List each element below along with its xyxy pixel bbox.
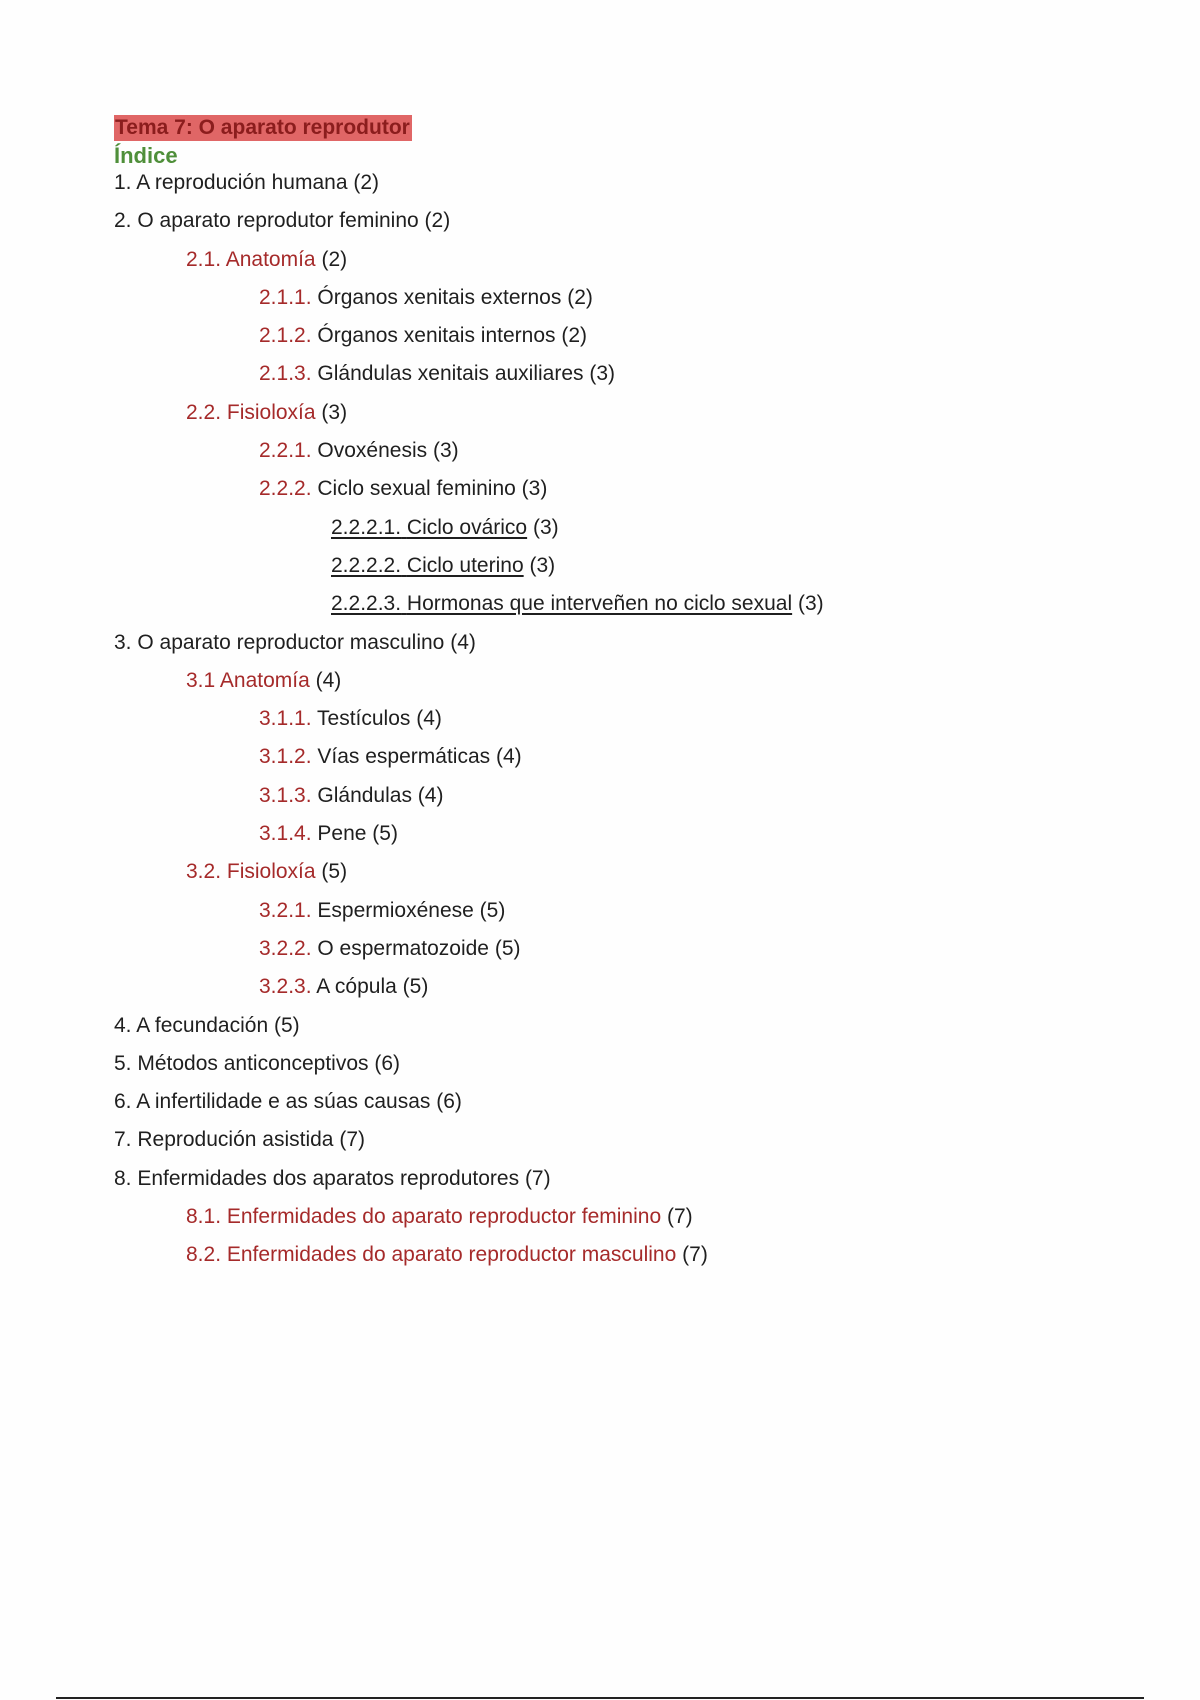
toc-entry[interactable] — [0, 439, 1200, 477]
toc-entry[interactable] — [0, 707, 1200, 745]
toc-entry-number: 2.2.1. — [259, 439, 312, 463]
toc-entry[interactable] — [0, 1205, 1200, 1243]
toc-entry-number: 7. — [114, 1128, 132, 1152]
toc-entry-number: 2.2.2.3. — [331, 592, 402, 616]
toc-entry[interactable] — [0, 1243, 1200, 1281]
toc-entry-number: 3.1.4. — [259, 822, 312, 846]
toc-entry-page: (3) — [321, 400, 348, 424]
toc-entry[interactable] — [0, 822, 1200, 860]
toc-entry[interactable] — [0, 745, 1200, 783]
toc-entry-number: 3.1.3. — [259, 783, 312, 807]
toc-entry-page: (7) — [666, 1205, 693, 1229]
toc-entry-number: 4. — [114, 1013, 132, 1037]
toc-entry-number: 3.1.2. — [259, 745, 312, 769]
document-title: Tema 7: O aparato reprodutor — [115, 116, 410, 139]
toc-entry-page: (3) — [797, 592, 824, 616]
toc-entry-number: 2.2.2.2. — [331, 553, 402, 577]
toc-entry-title: Órganos xenitais internos — [317, 324, 556, 348]
toc-entry-page: (5) — [402, 975, 429, 999]
toc-entry[interactable] — [0, 171, 1200, 209]
toc-entry[interactable] — [0, 286, 1200, 324]
toc-entry-page: (4) — [495, 745, 522, 769]
toc-entry[interactable] — [0, 669, 1200, 707]
toc-entry-title: Ovoxénesis — [317, 439, 428, 463]
toc-entry-page: (2) — [424, 209, 451, 233]
toc-entry-number: 3.1.1. — [259, 707, 312, 731]
index-heading: Índice — [114, 143, 178, 168]
footer-divider — [56, 1697, 1144, 1699]
toc-entry-link[interactable] — [331, 554, 524, 577]
toc-entry-link[interactable] — [331, 592, 792, 615]
toc-entry[interactable] — [0, 477, 1200, 515]
toc-entry-page: (7) — [524, 1166, 551, 1190]
toc-entry-page: (6) — [436, 1090, 462, 1114]
toc-entry[interactable] — [0, 324, 1200, 362]
toc-entry-title: Ciclo ovárico — [406, 515, 528, 539]
toc-entry-number: 5. — [114, 1051, 132, 1075]
toc-entry-page: (4) — [315, 668, 342, 692]
toc-entry-title: O aparato reproductor masculino — [137, 630, 445, 654]
toc-entry-page: (3) — [532, 515, 559, 539]
toc-entry[interactable] — [0, 209, 1200, 247]
toc-entry-title: Enfermidades do aparato reproductor feminino — [226, 1205, 662, 1229]
toc-entry-title: O aparato reprodutor feminino — [137, 209, 419, 233]
toc-entry-title: Fisioloxía — [226, 400, 316, 424]
table-of-contents — [0, 171, 1200, 1282]
toc-entry-page: (3) — [589, 362, 616, 386]
toc-entry-page: (5) — [321, 860, 348, 884]
toc-entry-title: Ciclo sexual feminino — [317, 477, 516, 501]
toc-entry[interactable] — [0, 401, 1200, 439]
toc-entry-title: Enfermidades dos aparatos reprodutores — [137, 1166, 520, 1190]
toc-entry-page: (4) — [450, 630, 476, 654]
toc-entry-page: (2) — [561, 324, 588, 348]
toc-entry-page: (7) — [682, 1243, 708, 1267]
toc-entry[interactable] — [0, 631, 1200, 669]
toc-entry-title: Anatomía — [219, 668, 310, 692]
toc-entry[interactable] — [0, 592, 1200, 630]
toc-entry-number: 3.1 — [186, 668, 216, 692]
toc-entry-number: 3.2. — [186, 860, 222, 884]
toc-entry-number: 2. — [114, 209, 132, 233]
toc-entry-page: (2) — [353, 171, 380, 194]
toc-entry-title: Reprodución asistida — [137, 1128, 334, 1152]
toc-entry-page: (5) — [494, 936, 521, 960]
toc-entry[interactable] — [0, 975, 1200, 1013]
toc-entry-title: Glándulas — [317, 783, 412, 807]
toc-entry-title: Enfermidades do aparato reproductor masculino — [226, 1243, 677, 1267]
toc-entry[interactable] — [0, 1052, 1200, 1090]
toc-entry-title: O espermatozoide — [317, 936, 489, 960]
toc-entry-title: A cópula — [316, 975, 397, 999]
toc-entry-page: (6) — [374, 1051, 401, 1075]
toc-entry-title: Vías espermáticas — [317, 745, 491, 769]
toc-entry-number: 3.2.2. — [259, 936, 312, 960]
toc-entry-number: 3.2.1. — [259, 898, 312, 922]
toc-entry-number: 8.2. — [186, 1243, 222, 1267]
toc-entry-number: 8.1. — [186, 1205, 222, 1229]
toc-entry-number: 2.2.2. — [259, 477, 312, 501]
toc-entry[interactable] — [0, 1090, 1200, 1128]
toc-entry-number: 1. — [114, 171, 132, 194]
toc-entry-number: 2.2. — [186, 400, 222, 424]
toc-entry-number: 2.1.3. — [259, 362, 312, 386]
toc-entry-title: Ciclo uterino — [406, 553, 524, 577]
toc-entry-page: (3) — [521, 477, 548, 501]
toc-entry[interactable] — [0, 248, 1200, 286]
toc-entry[interactable] — [0, 1167, 1200, 1205]
toc-entry-number: 3.2.3. — [259, 975, 312, 999]
toc-entry-page: (2) — [567, 285, 593, 309]
toc-entry-title: Hormonas que interveñen no ciclo sexual — [406, 592, 793, 616]
toc-entry-number: 2.1.1. — [259, 285, 312, 309]
toc-entry-title: Espermioxénese — [317, 898, 474, 922]
toc-entry-page: (5) — [372, 822, 398, 846]
toc-entry-title: A fecundación — [136, 1013, 269, 1037]
toc-entry-page: (3) — [432, 439, 459, 463]
toc-entry[interactable] — [0, 937, 1200, 975]
toc-entry-page: (5) — [273, 1013, 300, 1037]
toc-entry-title: Fisioloxía — [226, 860, 316, 884]
toc-entry-number: 8. — [114, 1166, 132, 1190]
toc-entry[interactable] — [0, 1128, 1200, 1166]
toc-entry[interactable] — [0, 899, 1200, 937]
toc-entry-title: Glándulas xenitais auxiliares — [317, 362, 584, 386]
toc-entry[interactable] — [0, 784, 1200, 822]
toc-entry-number: 6. — [114, 1090, 132, 1114]
toc-entry[interactable] — [0, 516, 1200, 554]
toc-entry-page: (4) — [416, 707, 442, 731]
toc-entry-title: Métodos anticonceptivos — [137, 1051, 369, 1075]
toc-entry[interactable] — [0, 860, 1200, 898]
toc-entry-number: 2.1.2. — [259, 324, 312, 348]
toc-entry-title: A infertilidade e as súas causas — [136, 1090, 431, 1114]
toc-entry-page: (7) — [339, 1128, 365, 1152]
toc-entry[interactable] — [0, 554, 1200, 592]
toc-entry-page: (4) — [417, 783, 444, 807]
toc-entry-link[interactable] — [331, 516, 527, 539]
toc-entry-page: (3) — [529, 553, 556, 577]
toc-entry-page: (5) — [479, 898, 506, 922]
toc-entry-title: Testículos — [317, 707, 411, 731]
toc-entry-number: 2.2.2.1. — [331, 515, 402, 539]
toc-entry-title: Órganos xenitais externos — [317, 285, 562, 309]
toc-entry-number: 3. — [114, 630, 132, 654]
toc-entry[interactable] — [0, 362, 1200, 400]
toc-entry-title: A reprodución humana — [136, 171, 348, 194]
toc-entry-number: 2.1. — [186, 247, 222, 271]
toc-entry-title: Anatomía — [225, 247, 316, 271]
toc-entry-title: Pene — [317, 822, 367, 846]
toc-entry[interactable] — [0, 1014, 1200, 1052]
toc-entry-page: (2) — [321, 247, 348, 271]
